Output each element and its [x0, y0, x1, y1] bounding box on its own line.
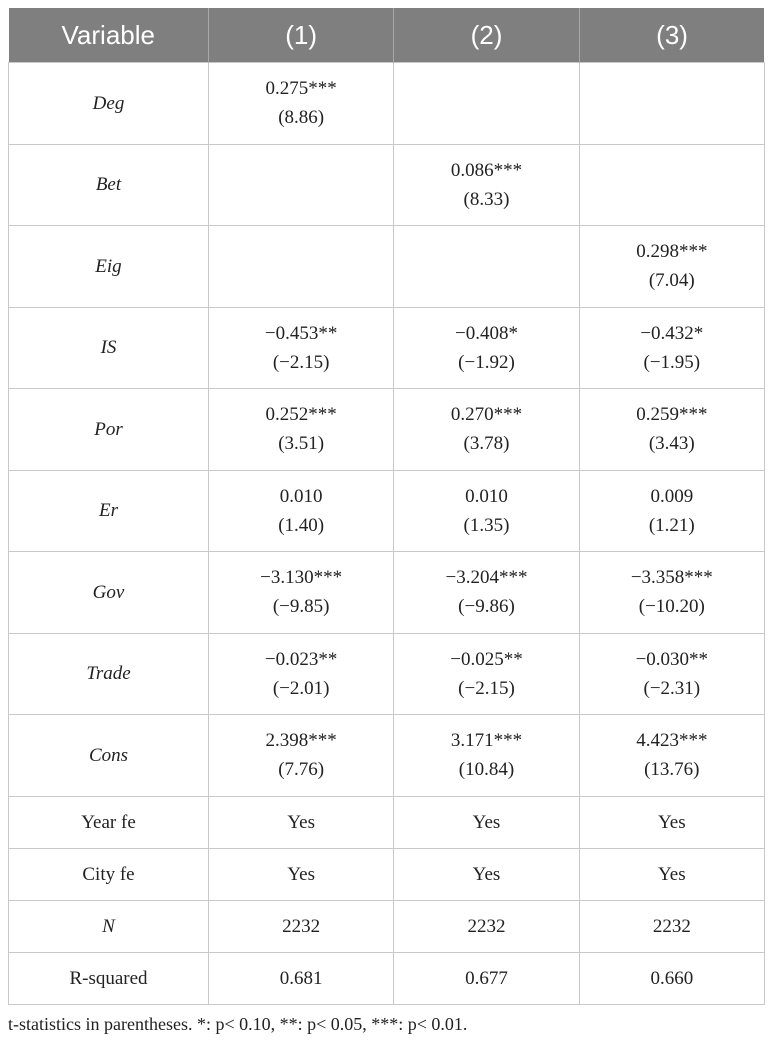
estimate-cell — [209, 63, 394, 145]
t-statistic: (7.76) — [278, 759, 325, 781]
summary-label: R-squared — [9, 952, 209, 1004]
t-statistic: (13.76) — [644, 759, 700, 781]
summary-value: Yes — [579, 796, 764, 848]
estimate-cell — [209, 307, 394, 389]
summary-value: 0.660 — [579, 952, 764, 1004]
t-statistic: (10.84) — [458, 759, 515, 781]
variable-label: Er — [9, 470, 209, 552]
coefficient: −3.130*** — [260, 567, 343, 589]
estimate-cell — [209, 389, 394, 471]
summary-row — [9, 952, 765, 1004]
variable-label: Eig — [9, 226, 209, 308]
coefficient: −0.023** — [264, 648, 338, 670]
coefficient: −0.432* — [640, 322, 704, 344]
t-statistic: (−10.20) — [638, 596, 705, 618]
variable-label: Deg — [9, 63, 209, 145]
t-statistic: (3.43) — [648, 433, 695, 455]
coefficient: −0.025** — [450, 648, 523, 670]
coefficient: 0.259*** — [636, 404, 708, 426]
coefficient: 2.398*** — [265, 730, 337, 752]
estimate-cell — [394, 552, 579, 634]
estimate-cell — [209, 470, 394, 552]
variable-label: Cons — [9, 715, 209, 797]
table-row — [9, 389, 765, 471]
t-statistic: (−9.85) — [272, 596, 330, 618]
estimate-cell — [579, 715, 764, 797]
header-model-2: (2) — [394, 8, 579, 63]
t-statistic: (−9.86) — [458, 596, 515, 618]
summary-value: Yes — [209, 796, 394, 848]
coefficient: 0.298*** — [636, 241, 708, 263]
summary-row — [9, 848, 765, 900]
coefficient: −0.453** — [264, 322, 338, 344]
estimate-cell — [394, 470, 579, 552]
summary-value: 0.681 — [209, 952, 394, 1004]
header-row — [9, 8, 765, 63]
variable-label: Trade — [9, 633, 209, 715]
header-model-3: (3) — [579, 8, 764, 63]
t-statistic: (3.51) — [278, 433, 325, 455]
estimate-cell — [579, 226, 764, 308]
estimate-cell — [579, 633, 764, 715]
coefficient: −0.408* — [455, 322, 518, 344]
estimate-cell — [209, 144, 394, 226]
table-row — [9, 552, 765, 634]
coefficient: 4.423*** — [636, 730, 708, 752]
variable-label: IS — [9, 307, 209, 389]
t-statistic: (3.78) — [463, 433, 510, 455]
t-statistic: (8.86) — [278, 107, 325, 129]
estimate-cell — [394, 389, 579, 471]
estimate-cell — [209, 226, 394, 308]
coefficient: 0.252*** — [265, 404, 337, 426]
estimate-cell — [579, 470, 764, 552]
table-row — [9, 633, 765, 715]
table-header — [9, 8, 765, 63]
estimate-cell — [394, 633, 579, 715]
estimate-cell — [394, 307, 579, 389]
summary-label: City fe — [9, 848, 209, 900]
t-statistic: (−1.92) — [458, 351, 515, 373]
summary-value: Yes — [579, 848, 764, 900]
coefficient: 0.009 — [650, 485, 694, 507]
table-row — [9, 144, 765, 226]
table-footnote: t-statistics in parentheses. *: p< 0.10, **: p< 0.05, ***: p< 0.01. — [8, 1014, 468, 1034]
table-row — [9, 226, 765, 308]
summary-value: 2232 — [209, 900, 394, 952]
t-statistic: (−2.15) — [272, 351, 330, 373]
summary-label: Year fe — [9, 796, 209, 848]
table-row — [9, 470, 765, 552]
estimate-cell — [579, 307, 764, 389]
t-statistic: (−2.15) — [458, 677, 515, 699]
estimate-cell — [209, 633, 394, 715]
table-row — [9, 715, 765, 797]
variable-label: Gov — [9, 552, 209, 634]
estimate-cell — [394, 63, 579, 145]
t-statistic: (−2.31) — [643, 677, 701, 699]
coefficient: −0.030** — [635, 648, 709, 670]
variable-label: Bet — [9, 144, 209, 226]
coefficient: 0.275*** — [265, 78, 337, 100]
summary-row — [9, 796, 765, 848]
t-statistic: (−2.01) — [272, 677, 330, 699]
estimate-cell — [579, 389, 764, 471]
coefficient: 0.010 — [279, 485, 323, 507]
estimate-cell — [579, 144, 764, 226]
summary-row — [9, 900, 765, 952]
t-statistic: (7.04) — [648, 270, 695, 292]
coefficient: 0.270*** — [450, 404, 523, 426]
t-statistic: (8.33) — [463, 188, 510, 210]
summary-value: Yes — [209, 848, 394, 900]
t-statistic: (−1.95) — [643, 351, 701, 373]
estimate-cell — [209, 552, 394, 634]
header-variable: Variable — [9, 8, 209, 63]
coefficient: 0.086*** — [450, 159, 523, 181]
summary-value: 2232 — [579, 900, 764, 952]
variable-label: Por — [9, 389, 209, 471]
t-statistic: (1.21) — [648, 514, 695, 536]
coefficient: −3.358*** — [630, 567, 713, 589]
table-body — [9, 63, 765, 1005]
summary-value: Yes — [394, 848, 579, 900]
estimate-cell — [394, 715, 579, 797]
table-row — [9, 63, 765, 145]
header-model-1: (1) — [209, 8, 394, 63]
estimate-cell — [394, 226, 579, 308]
summary-value: 0.677 — [394, 952, 579, 1004]
summary-value: Yes — [394, 796, 579, 848]
t-statistic: (1.35) — [463, 514, 510, 536]
regression-table — [8, 8, 765, 1005]
estimate-cell — [579, 63, 764, 145]
summary-value: 2232 — [394, 900, 579, 952]
estimate-cell — [579, 552, 764, 634]
estimate-cell — [209, 715, 394, 797]
t-statistic: (1.40) — [278, 514, 325, 536]
coefficient: 0.010 — [465, 485, 508, 507]
regression-table-container — [8, 8, 764, 1005]
estimate-cell — [394, 144, 579, 226]
summary-label: N — [9, 900, 209, 952]
coefficient: 3.171*** — [450, 730, 523, 752]
coefficient: −3.204*** — [445, 567, 528, 589]
table-row — [9, 307, 765, 389]
